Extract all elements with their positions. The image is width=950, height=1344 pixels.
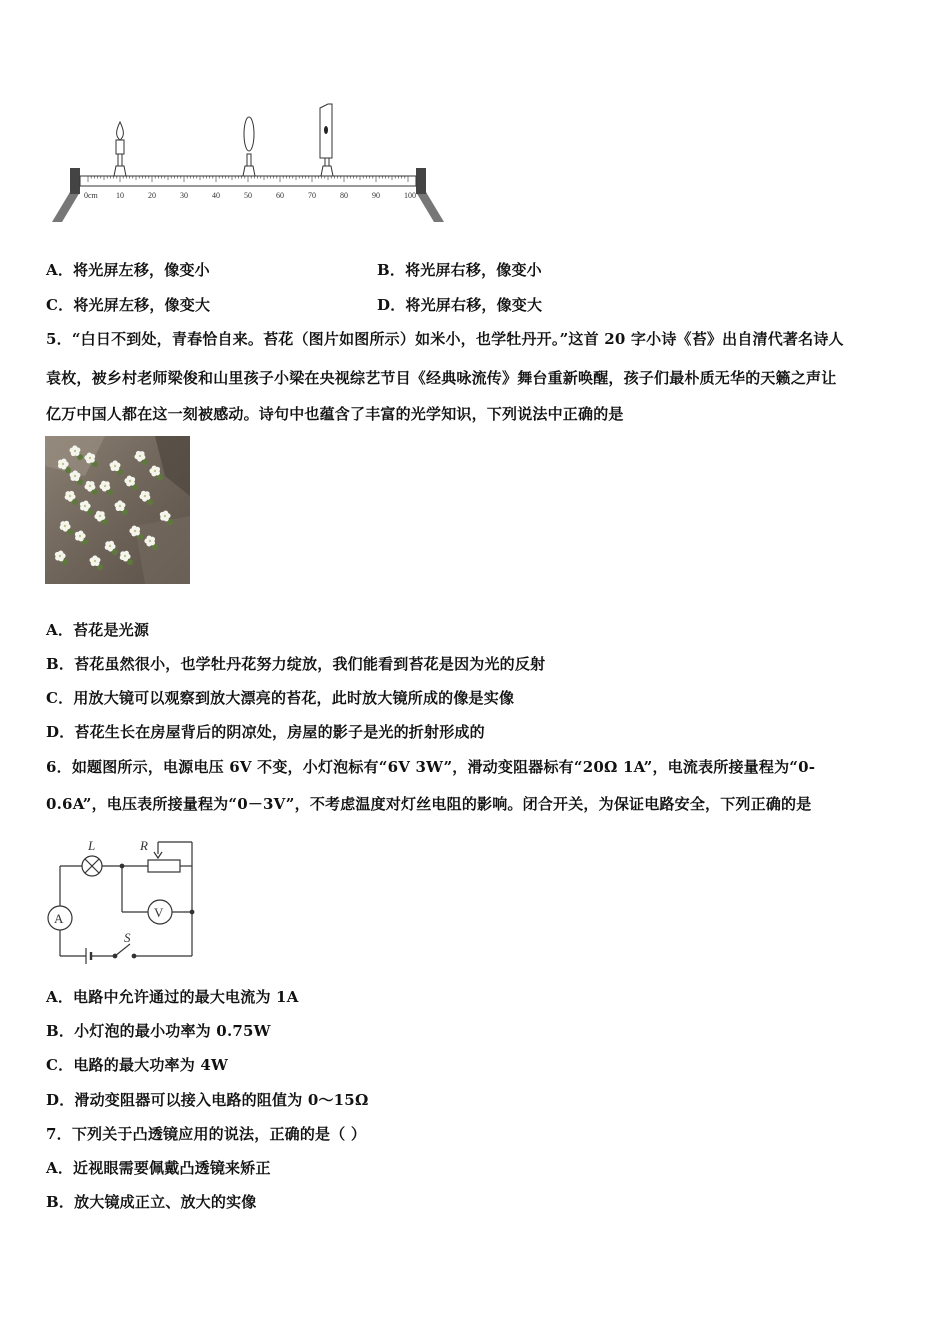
candle — [114, 122, 126, 176]
scale-labels — [116, 191, 416, 200]
scale-label: 50 — [244, 191, 252, 200]
ammeter-label: A — [54, 911, 64, 926]
q4-option-c: C．将光屏左移，像变大 — [46, 296, 211, 314]
voltmeter-label: V — [154, 905, 164, 920]
moss-flower-photo — [45, 436, 190, 584]
switch-symbol — [113, 944, 136, 958]
convex-lens — [243, 117, 255, 176]
battery-symbol — [86, 948, 91, 964]
light-screen — [320, 104, 333, 176]
switch-label: S — [124, 930, 131, 945]
q4-option-a: A．将光屏左移，像变小 — [46, 261, 210, 279]
q7-option-b: B．放大镜成正立、放大的实像 — [46, 1193, 257, 1211]
q6-option-c: C．电路的最大功率为 4W — [46, 1056, 229, 1074]
q6-option-b: B．小灯泡的最小功率为 0.75W — [46, 1022, 271, 1040]
q5-stem-line-1: 5．“白日不到处，青春恰自来。苔花（图片如图所示）如米小，也学牡丹开。”这首 20 字小诗《苔》出自清代著名诗人 — [46, 330, 844, 348]
scale-label: 30 — [180, 191, 188, 200]
q5-option-b: B．苔花虽然很小，也学牡丹花努力绽放，我们能看到苔花是因为光的反射 — [46, 655, 546, 673]
q6-option-a: A．电路中允许通过的最大电流为 1A — [46, 988, 299, 1006]
scale-unit: 0cm — [84, 191, 98, 200]
scale-label: 10 — [116, 191, 124, 200]
q5-option-a: A．苔花是光源 — [46, 621, 150, 639]
scale-label: 20 — [148, 191, 156, 200]
lamp-label: L — [88, 838, 96, 853]
q7-option-a: A．近视眼需要佩戴凸透镜来矫正 — [46, 1159, 271, 1177]
scale-label: 70 — [308, 191, 316, 200]
bench-left-end — [70, 168, 80, 194]
bench-right-end — [416, 168, 426, 194]
bench-left-leg — [52, 192, 80, 222]
q5-option-c: C．用放大镜可以观察到放大漂亮的苔花，此时放大镜所成的像是实像 — [46, 689, 515, 707]
scale-label: 40 — [212, 191, 220, 200]
scale-label: 60 — [276, 191, 284, 200]
q4-option-b: B．将光屏右移，像变小 — [377, 261, 542, 279]
circuit-diagram — [44, 834, 200, 968]
q4-option-d: D．将光屏右移，像变大 — [377, 296, 543, 314]
bench-right-leg — [416, 192, 444, 222]
q6-option-d: D．滑动变阻器可以接入电路的阻值为 0～15Ω — [46, 1091, 369, 1109]
scale-label: 90 — [372, 191, 380, 200]
q6-stem-line-1: 6．如题图所示，电源电压 6V 不变，小灯泡标有“6V 3W”，滑动变阻器标有“20Ω 1A”，电流表所接量程为“0- — [46, 758, 816, 776]
q6-stem-line-2: 0.6A”，电压表所接量程为“0－3V”，不考虑温度对灯丝电阻的影响。闭合开关，为保证电路安全，下列正确的是 — [46, 795, 812, 813]
q5-stem-line-3: 亿万中国人都在这一刻被感动。诗句中也蕴含了丰富的光学知识，下列说法中正确的是 — [46, 405, 624, 423]
scale-label: 80 — [340, 191, 348, 200]
rheostat-symbol — [148, 842, 192, 872]
lamp-symbol — [82, 856, 102, 876]
scale-label: 100 — [404, 191, 416, 200]
optical-bench-figure — [46, 100, 450, 228]
rheostat-label: R — [140, 838, 148, 853]
q7-stem: 7．下列关于凸透镜应用的说法，正确的是（ ） — [46, 1125, 367, 1143]
q5-option-d: D．苔花生长在房屋背后的阴凉处，房屋的影子是光的折射形成的 — [46, 723, 485, 741]
q5-stem-line-2: 袁枚，被乡村老师梁俊和山里孩子小梁在央视综艺节目《经典咏流传》舞台重新唤醒，孩子们最朴质无华的天籁之声让 — [46, 369, 837, 387]
